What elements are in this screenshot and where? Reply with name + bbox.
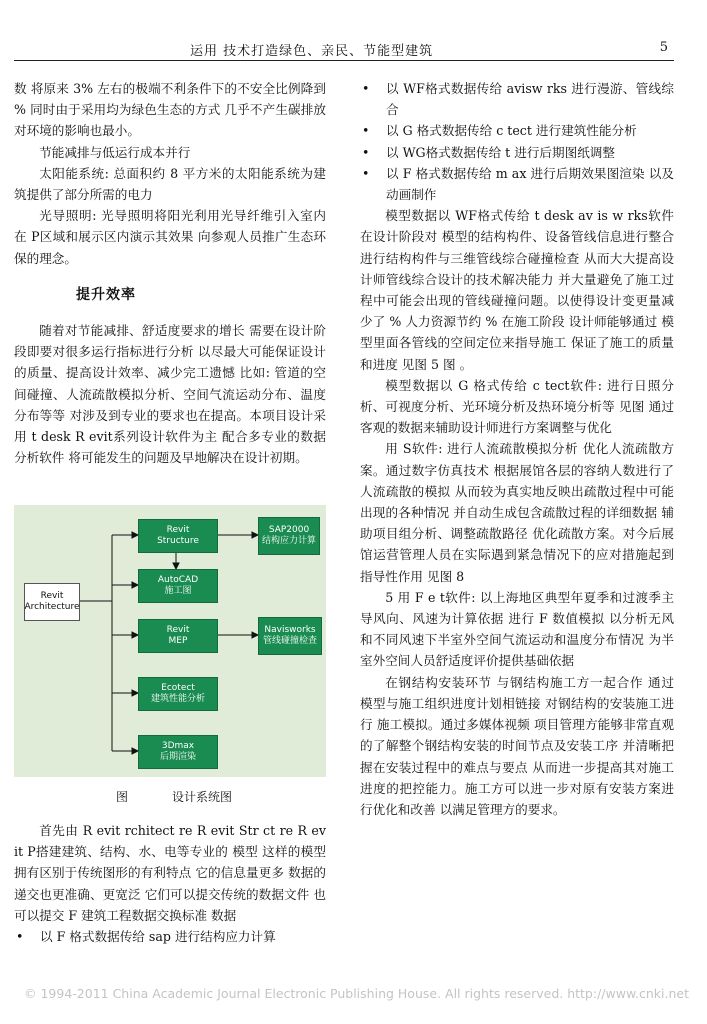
revit-architecture-box bbox=[24, 583, 80, 621]
box-label: Revit bbox=[166, 625, 190, 635]
running-title: 运用 技术打造绿色、亲民、节能型建筑 bbox=[190, 44, 434, 59]
paragraph: 数 将原来 3% 左右的极端不利条件下的不安全比例降到 % 同时由于采用均为绿色生态的方式 几乎不产生碳排放 对环境的影响也最小。 bbox=[14, 81, 326, 139]
left-column-lower bbox=[14, 820, 326, 947]
box-label: Revit bbox=[40, 591, 64, 601]
paragraph: 太阳能系统: 总面积约 8 平方米的太阳能系统为建筑提供了部分所需的电力 bbox=[14, 165, 326, 203]
figure-label: 图 bbox=[116, 790, 129, 804]
copyright-footer: © 1994-2011 China Academic Journal Electronic Publishing House. All rights reserved. http://www.cnki.net bbox=[24, 986, 689, 1001]
figure-title: 设计系统图 bbox=[172, 790, 233, 804]
paragraph: 模型数据以 WF格式传给 t desk av is w rks软件 在设计阶段对 模型的结构构件、设备管线信息进行整合 进行结构构件与三维管线综合碰撞检查 从而大大提高设计师管线综合设计的技术解决能力 并大量避免了施工过程中可能会出现的管线碰撞问题。以使得设计变更量减少了 % 人力资源节约 % 在施工阶段 设计师能够通过 模型里面各管线的空间定位来指导施工 保证了施工的质量和进度 见图 5 图 。 bbox=[360, 208, 674, 372]
box-label: SAP2000 bbox=[268, 525, 310, 535]
navisworks-box bbox=[258, 617, 322, 655]
paragraph: 在钢结构安装环节 与钢结构施工方一起合作 通过 模型与施工组织进度计划相链接 对钢结构的安装施工进行 施工模拟。通过多媒体视频 项目管理方能够非常直观的了解整个钢结构安装的时间节点及安装工序 并清晰把握在安装过程中的难点与要点 从而进一步提高其对施工进度的把控能力。施工方可以进一步对原有安装方案进行优化和改善 以满足管理方的要求。 bbox=[360, 674, 674, 817]
section-title: 提升效率 bbox=[76, 286, 136, 303]
autocad-box bbox=[138, 569, 218, 603]
bullet-item: • 以 G 格式数据传给 c tect 进行建筑性能分析 bbox=[360, 120, 674, 141]
paragraph: 用 S软件: 进行人流疏散模拟分析 优化人流疏散方案。通过数字仿真技术 根据展馆各层的容纳人数进行了人流疏散的模拟 从而较为真实地反映出疏散过程中可能出现的各种情况 并自动生成包含疏散过程的详细数据 辅助项目组分析、调整疏散路径 优化疏散方案。对今后展馆运营管理人员在实际遇到紧急情况下的应对措施起到指导性作用 见图 8 bbox=[360, 441, 674, 584]
bullet-item: • 以 F 格式数据传给 sap 进行结构应力计算 bbox=[14, 926, 326, 947]
3dmax-box bbox=[138, 735, 218, 769]
box-label: Structure bbox=[157, 536, 199, 546]
bullet-item: • 以 F 格式数据传给 m ax 进行后期效果图渲染 以及动画制作 bbox=[360, 163, 674, 205]
box-label: 3Dmax bbox=[161, 741, 195, 751]
subheading: 节能减排与低运行成本并行 bbox=[39, 144, 191, 160]
box-label: 建筑性能分析 bbox=[150, 694, 205, 704]
page-number: 5 bbox=[659, 40, 668, 55]
left-column bbox=[14, 78, 326, 468]
bullet-item: • 以 WF格式数据传给 avisw rks 进行漫游、管线综合 bbox=[360, 78, 674, 120]
revit-structure-box bbox=[138, 519, 218, 553]
box-label: 后期渲染 bbox=[159, 752, 196, 762]
paragraph: 5 用 F e t软件: 以上海地区典型年夏季和过渡季主导风向、风速为计算依据 进行 F 数值模拟 以分析无风和不同风速下半室外空间气流运动和温度分布情况 为半室外空间人员舒适度评价提供基础依据 bbox=[360, 589, 674, 669]
box-label: 施工图 bbox=[164, 586, 192, 596]
ecotect-box bbox=[138, 677, 218, 711]
box-label: Ecotect bbox=[161, 683, 195, 693]
paragraph: 随着对节能减排、舒适度要求的增长 需要在设计阶段即要对很多运行指标进行分析 以尽最大可能保证设计的质量、提高设计效率、减少完工遗憾 比如: 管道的空间碰撞、人流疏散模拟分析、空间气流运动分布、温度分布等等 对涉及到专业的要求也在提高。本项目设计采用 t desk R evit系列设计软件为主 配合多专业的数据分析软件 将可能发生的问题及早地解决在设计初期。 bbox=[14, 323, 326, 466]
box-label: Navisworks bbox=[264, 625, 316, 635]
design-system-diagram bbox=[14, 505, 326, 777]
box-label: 结构应力计算 bbox=[261, 536, 316, 546]
right-column bbox=[360, 78, 674, 820]
paragraph: 模型数据以 G 格式传给 c tect软件: 进行日照分析、可视度分析、光环境分析及热环境分析等 见图 通过客观的数据来辅助设计师进行方案调整与优化 bbox=[360, 377, 674, 436]
page-header bbox=[14, 38, 674, 61]
box-label: 管线碰撞检查 bbox=[262, 636, 317, 646]
box-label: MEP bbox=[168, 636, 188, 646]
paragraph: 光导照明: 光导照明将阳光利用光导纤维引入室内 在 P区域和展示区内演示其效果 向参观人员推广生态环保的理念。 bbox=[14, 208, 326, 266]
revit-mep-box bbox=[138, 619, 218, 653]
box-label: Revit bbox=[166, 525, 190, 535]
box-label: Architecture bbox=[24, 602, 80, 612]
sap2000-box bbox=[258, 517, 320, 555]
paragraph: 首先由 R evit rchitect re R evit Str ct re R ev it P搭建建筑、结构、水、电等专业的 模型 这样的模型拥有区别于传统图形的有利特点 它的信息量更多 数据的递交也更准确、更宽泛 它们可以提交传统的数据文件 也可以提交 F 建筑工程数据交换标准 数据 bbox=[14, 823, 326, 923]
box-label: AutoCAD bbox=[157, 575, 199, 585]
bullet-item: • 以 WG格式数据传给 t 进行后期图纸调整 bbox=[360, 142, 674, 163]
